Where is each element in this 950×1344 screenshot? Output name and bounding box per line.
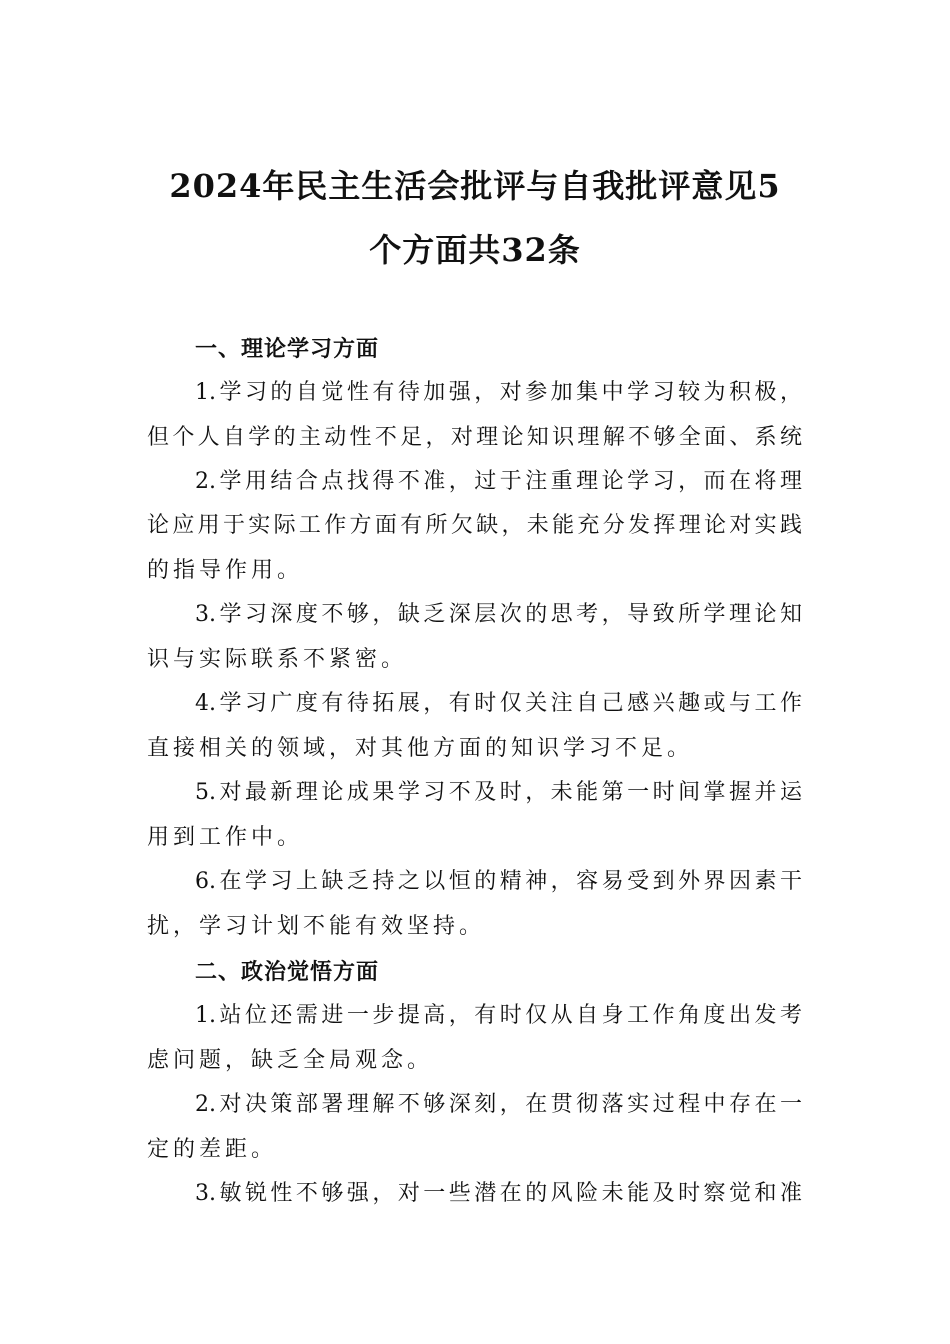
paragraph-line: 3.敏锐性不够强，对一些潜在的风险未能及时察觉和准 <box>195 1181 802 1206</box>
paragraph-line: 2.对决策部署理解不够深刻，在贯彻落实过程中存在一 <box>195 1092 802 1117</box>
paragraph-line: 用到工作中。 <box>147 825 304 850</box>
paragraph-line: 2.学用结合点找得不准，过于注重理论学习，而在将理 <box>195 469 802 494</box>
paragraph-line: 直接相关的领域，对其他方面的知识学习不足。 <box>147 736 694 761</box>
paragraph-line: 1.学习的自觉性有待加强，对参加集中学习较为积极， <box>195 380 802 405</box>
paragraph-line: 的指导作用。 <box>147 558 304 583</box>
paragraph-line: 识与实际联系不紧密。 <box>147 647 408 672</box>
paragraph-line: 定的差距。 <box>147 1137 278 1162</box>
paragraph-line: 3.学习深度不够，缺乏深层次的思考，导致所学理论知 <box>195 602 802 627</box>
paragraph-line: 1.站位还需进一步提高，有时仅从自身工作角度出发考 <box>195 1003 802 1028</box>
paragraph-line: 4.学习广度有待拓展，有时仅关注自己感兴趣或与工作 <box>195 691 802 716</box>
document-title-line-1: 2024年民主生活会批评与自我批评意见5 <box>169 167 781 205</box>
paragraph-line: 论应用于实际工作方面有所欠缺，未能充分发挥理论对实践 <box>147 513 802 538</box>
paragraph-line: 5.对最新理论成果学习不及时，未能第一时间掌握并运 <box>195 780 802 805</box>
paragraph-line: 但个人自学的主动性不足，对理论知识理解不够全面、系统 <box>147 425 802 450</box>
section-heading-political: 二、政治觉悟方面 <box>195 959 380 985</box>
paragraph-line: 虑问题，缺乏全局观念。 <box>147 1048 434 1073</box>
document-title-line-2: 个方面共32条 <box>369 231 581 269</box>
paragraph-line: 6.在学习上缺乏持之以恒的精神，容易受到外界因素干 <box>195 869 802 894</box>
paragraph-line: 扰，学习计划不能有效坚持。 <box>147 914 486 939</box>
section-heading-theory: 一、理论学习方面 <box>195 336 380 362</box>
